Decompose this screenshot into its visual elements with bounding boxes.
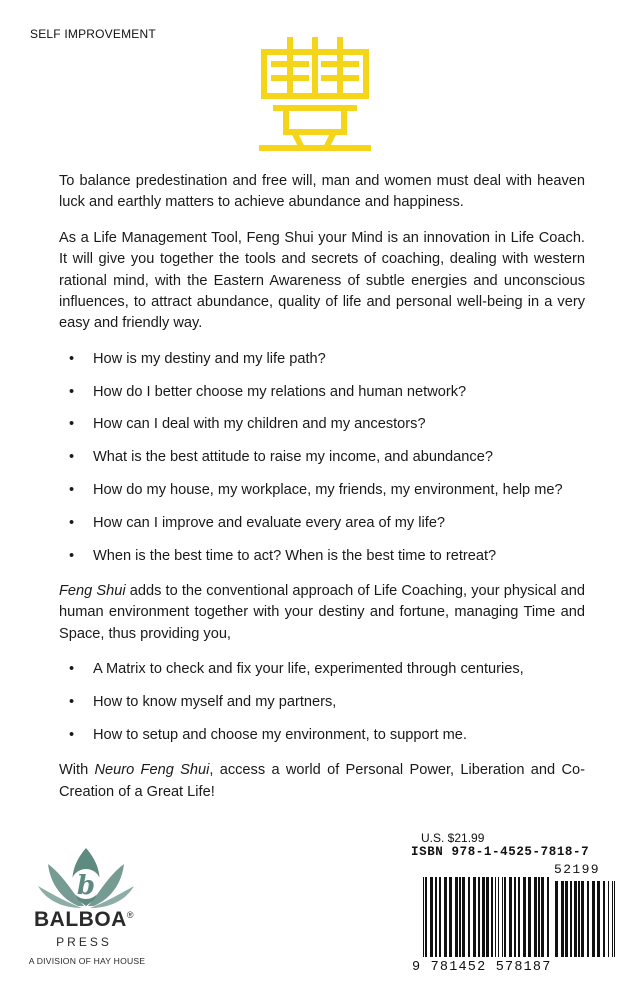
barcode-bar xyxy=(574,881,577,957)
feng-shui-paragraph-text: adds to the conventional approach of Life Coaching, your physical and human environment together with your destiny and fortune, managing Time and Space, thus providing you, xyxy=(59,583,585,642)
lotus-b-logo-icon xyxy=(26,842,146,970)
feng-shui-paragraph xyxy=(59,581,585,645)
svg-text:b: b xyxy=(76,871,96,901)
feng-shui-term: Feng Shui xyxy=(59,583,126,600)
barcode-bar xyxy=(509,877,512,957)
list-item: • What is the best attitude to raise my income, and abundance? xyxy=(59,447,585,468)
barcode-bar xyxy=(504,877,506,957)
feng-character-emblem-icon xyxy=(256,36,374,154)
list-item: • How to know myself and my partners, xyxy=(59,692,585,713)
barcode-bar xyxy=(555,881,558,957)
barcode-bar xyxy=(486,877,489,957)
barcode-bar xyxy=(561,881,564,957)
list-item: • How do my house, my workplace, my friends, my environment, help me? xyxy=(59,480,585,501)
publisher-press: PRESS xyxy=(56,935,112,949)
barcode-bar xyxy=(528,877,531,957)
barcode-bar xyxy=(581,881,584,957)
barcode-bar xyxy=(592,881,595,957)
category-label: SELF IMPROVEMENT xyxy=(30,27,156,41)
barcode-bar xyxy=(495,877,496,957)
list-item: • When is the best time to act? When is the best time to retreat? xyxy=(59,546,585,567)
barcode-bar xyxy=(482,877,485,957)
barcode-bar xyxy=(435,877,437,957)
list-item: • How do I better choose my relations and human network? xyxy=(59,382,585,403)
closing-post: , access a world of Personal Power, Liberation and Co-Creation of a Great Life! xyxy=(59,762,585,800)
list-item: • How can I deal with my children and my ancestors? xyxy=(59,414,585,435)
list-item: • How to setup and choose my environment, to support me. xyxy=(59,725,585,746)
barcode-bar xyxy=(612,881,613,957)
barcode-bar xyxy=(565,881,568,957)
list-item: • How can I improve and evaluate every area of my life? xyxy=(59,513,585,534)
barcode-bar xyxy=(423,877,424,957)
barcode-bar xyxy=(439,877,441,957)
intro-paragraph: To balance predestination and free will, man and women must deal with heaven luck and earthly matters to achieve abundance and happiness. xyxy=(59,173,585,211)
addon-code: 52199 xyxy=(554,862,601,877)
list-item: • How is my destiny and my life path? xyxy=(59,349,585,370)
questions-list xyxy=(59,349,585,567)
barcode-bar xyxy=(502,877,503,957)
publisher-division: A DIVISION OF HAY HOUSE xyxy=(28,956,146,966)
barcode-bar xyxy=(462,877,465,957)
benefits-list xyxy=(59,659,585,746)
description-paragraph: As a Life Management Tool, Feng Shui your Mind is an innovation in Life Coach. It will give you together the tools and secrets of coaching, dealing with western rational mind, with the Eastern Awareness of subtle energies and unconscious influences, to attract abundance, quality of life and personal well-being in a very easy and friendly way. xyxy=(59,229,585,332)
barcode-bar xyxy=(514,877,516,957)
barcode-bar xyxy=(491,877,493,957)
closing-paragraph xyxy=(59,760,585,803)
closing-pre: With xyxy=(59,762,95,779)
barcode-bar xyxy=(468,877,470,957)
barcode-bar xyxy=(603,881,605,957)
barcode-bar xyxy=(578,881,580,957)
barcode-bar xyxy=(473,877,476,957)
barcode-bar xyxy=(587,881,589,957)
list-item: • A Matrix to check and fix your life, experimented through centuries, xyxy=(59,659,585,680)
barcode-bar xyxy=(425,877,427,957)
ean-digits: 9 781452 578187 xyxy=(412,960,552,975)
barcode-bar xyxy=(478,877,480,957)
publisher-name-text: BALBOA xyxy=(34,908,127,931)
barcode-bar xyxy=(455,877,458,957)
isbn-label: ISBN 978-1-4525-7818-7 xyxy=(411,845,590,859)
barcode-bar xyxy=(449,877,452,957)
publisher-name xyxy=(26,908,142,932)
barcode-bar xyxy=(534,877,537,957)
barcode-bar xyxy=(570,881,572,957)
barcode-bar xyxy=(541,877,544,957)
barcode-bar xyxy=(444,877,447,957)
registered-mark: ® xyxy=(126,910,134,920)
barcode-bar xyxy=(498,877,499,957)
barcode-bar xyxy=(614,881,615,957)
back-cover-blurb xyxy=(59,171,585,817)
barcode-bar xyxy=(597,881,600,957)
barcode-bar xyxy=(608,881,609,957)
barcode-bar xyxy=(430,877,433,957)
barcode-bar xyxy=(523,877,526,957)
price-label: U.S. $21.99 xyxy=(421,831,485,845)
barcode-bar xyxy=(538,877,540,957)
isbn-barcode xyxy=(409,845,621,975)
barcode-bar xyxy=(459,877,461,957)
neuro-feng-shui-term: Neuro Feng Shui xyxy=(94,762,210,779)
barcode-bar xyxy=(547,877,549,957)
barcode-bar xyxy=(518,877,520,957)
